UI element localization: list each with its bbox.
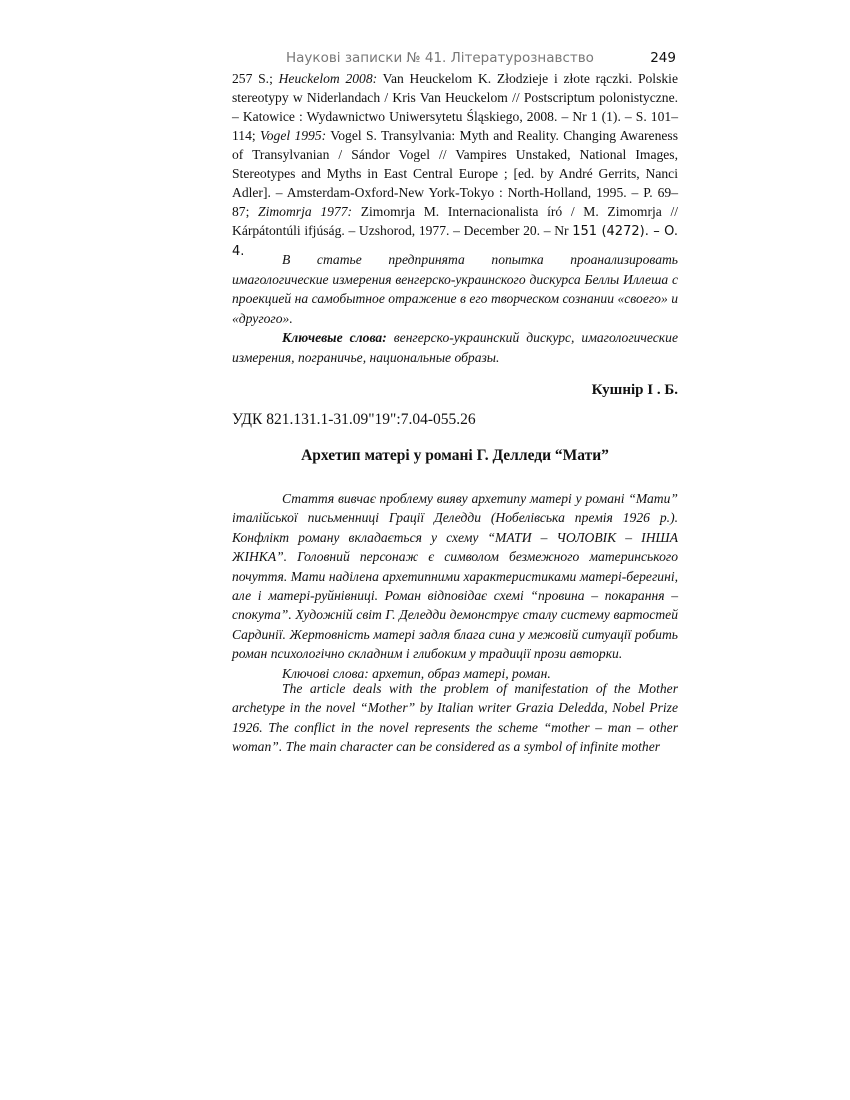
- russian-keywords-label: Ключевые слова:: [282, 330, 387, 345]
- reference-key-zimomrja: Zimomrja 1977:: [258, 204, 353, 219]
- ukrainian-keywords: Ключові слова: архетип, образ матері, роман.: [282, 665, 551, 681]
- author-name: Кушнір І . Б.: [591, 382, 678, 398]
- russian-abstract-text: В статье предпринята попытка проанализировать имагологические измерения венгерско-украинского дискурса Беллы Иллеша с проекцией на самобытное отражение в его творческом сознании «своего» и «другого».: [232, 252, 678, 326]
- ukrainian-abstract: [232, 489, 678, 683]
- references-block: [232, 69, 678, 261]
- reference-heuckelom: Van Heuckelom K. Złodzieje i złote rączki. Polskie stereotypy w Niderlandach / Kris Van Heuckelom // Postscriptum polonistyczne. – Katowice : Wydawnictwo Uniwersytetu Śląskiego, 2008. – Nr 1 (1). – S. 101–114;: [232, 71, 678, 143]
- article-title: Архетип матері у романі Г. Делледи “Мати”: [301, 447, 609, 464]
- reference-tail: 257 S.;: [232, 71, 279, 86]
- reference-zimomrja-tail: 151 (4272). – O. 4.: [232, 224, 678, 259]
- ukrainian-abstract-text: Стаття вивчає проблему вияву архетипу матері у романі “Мати” італійської письменниці Грації Деледди (Нобелівська премія 1926 р.). Конфлікт роману вкладається у схему “МАТИ – ЧОЛОВІК – ІНША ЖІНКА”. Головний персонаж є символом безмежного материнського почуття. Мати наділена архетипними характеристиками матері-берегині, але і матері-руйнівниці. Роман відповідає схемі “провина – покарання – спокута”. Художній світ Г. Деледди демонструє сталу систему вартостей Сардинії. Жертовність матері задля блага сина у межовій ситуації робить роман психологічно складним і глибоким у традиції прози авторки.: [232, 491, 678, 662]
- udk-code: УДК 821.131.1-31.09"19":7.04-055.26: [232, 411, 476, 428]
- reference-vogel: Vogel S. Transylvania: Myth and Reality. Changing Awareness of Transylvanian / Sándor Vogel // Vampires Unstaked, National Images, Stereotypes and Myths in East Central Europe ; [ed. by André Gerrits, Nanci Adler]. – Amsterdam-Oxford-New York-Tokyo : North-Holland, 1995. – P. 69–87;: [232, 128, 678, 219]
- reference-key-heuckelom: Heuckelom 2008:: [278, 71, 378, 86]
- reference-zimomrja: Zimomrja M. Internacionalista író / M. Zimomrja // Kárpátontúli ifjúság. – Uzshorod, 1977. – December 20. – Nr: [232, 204, 678, 238]
- english-abstract: [232, 679, 678, 757]
- journal-title: Наукові записки № 41. Літературознавство: [286, 50, 594, 66]
- reference-key-vogel: Vogel 1995:: [259, 128, 327, 143]
- english-abstract-text: The article deals with the problem of manifestation of the Mother archetype in the novel “Mother” by Italian writer Grazia Deledda, Nobel Prize 1926. The conflict in the novel represents the scheme “mother – man – other woman”. The main character can be considered as a symbol of infinite mother: [232, 681, 678, 755]
- page-number: 249: [650, 50, 676, 66]
- russian-abstract: [232, 250, 678, 367]
- russian-keywords: [232, 328, 678, 367]
- russian-keywords-text: венгерско-украинский дискурс, имагологические измерения, пограничье, национальные образы.: [232, 330, 678, 365]
